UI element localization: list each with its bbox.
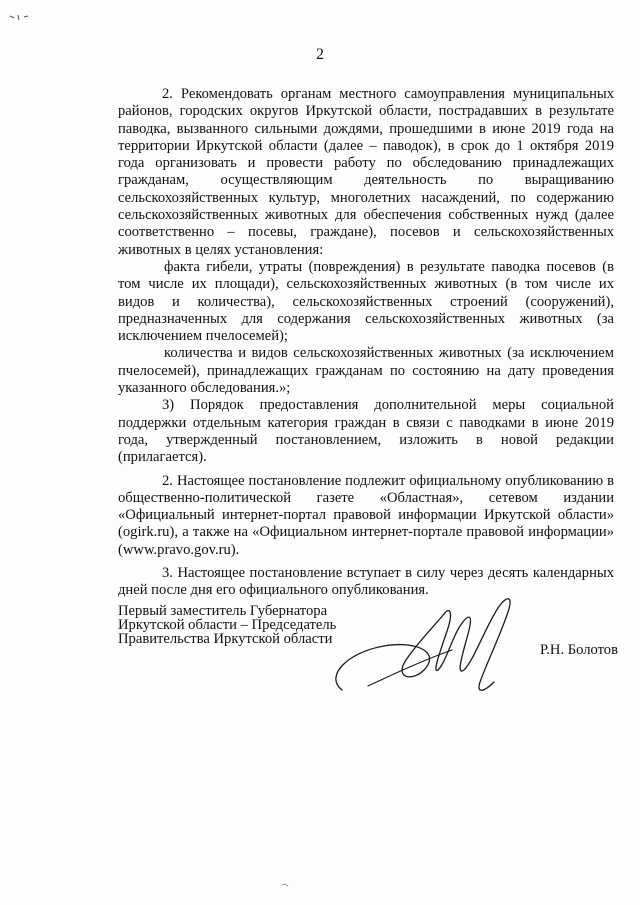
paragraph-fact-of-loss: факта гибели, утраты (повреждения) в результате паводка посевов (в том числе их площади), сельскохозяйственных животных (в том числе их видов и количества), сельскохозяйственных строений (сооружений), предназначенных для содержания сельскохозяйственных животных (за исключением пчелосемей); <box>118 258 614 345</box>
paragraph-entry-into-force: 3. Настоящее постановление вступает в силу через десять календарных дней после дня его официального опубликования. <box>118 565 614 599</box>
paragraph-publication: 2. Настоящее постановление подлежит официальному опубликованию в общественно-политической газете «Областная», сетевом издании «Официальный интернет-портал правовой информации Иркутской области» (ogirk.ru), а также на «Официальном интернет-портале правовой информации» (www.pravo.gov.ru). <box>118 472 614 558</box>
page-number: 2 <box>316 46 324 63</box>
document-body <box>118 86 614 600</box>
handwritten-signature <box>328 590 548 710</box>
signer-name: Р.Н. Болотов <box>539 642 618 658</box>
signer-title-line: Первый заместитель Губернатора <box>118 603 328 619</box>
signature-block <box>118 604 618 714</box>
paragraph-procedure-amendment: 3) Порядок предоставления дополнительной меры социальной поддержки отдельным категория граждан в связи с паводками в июне 2019 года, утвержденный постановлением, изложить в новой редакции (прилагается). <box>118 397 614 466</box>
paragraph-animal-count: количества и видов сельскохозяйственных животных (за исключением пчелосемей), принадлежащих гражданам по состоянию на дату проведения указанного обследования.»; <box>118 345 614 397</box>
scan-artifact-mark <box>8 12 32 22</box>
paragraph-recommendation: 2. Рекомендовать органам местного самоуправления муниципальных районов, городских округов Иркутской области, пострадавших в результате паводка, вызванного сильными дождями, прошедшими в июне 2019 года на территории Иркутской области (далее – паводок), в срок до 1 октября 2019 года организовать и провести работу по обследованию принадлежащих гражданам, осуществляющим деятельность по выращиванию сельскохозяйственных культур, многолетних насаждений, по содержанию сельскохозяйственных животных для обеспечения собственных нужд (далее соответственно – посевы, граждане), посевов и сельскохозяйственных животных в целях установления: <box>118 86 614 258</box>
scan-artifact-dot <box>280 882 290 888</box>
signer-title-line: Иркутской области – Председатель <box>118 617 337 633</box>
signer-title-line: Правительства Иркутской области <box>118 631 333 647</box>
signer-title <box>118 604 358 646</box>
